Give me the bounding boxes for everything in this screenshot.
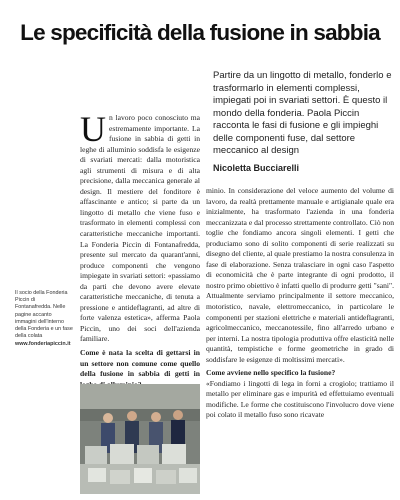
interview-answer-2: «Fondiamo i lingotti di lega in forni a crogiolo; trattiamo il metallo per eliminare gas e impurità ed effettuiamo eventuali modifiche. Le forme che costituiscono l'involucro dove viene poi colato il metallo fuso sono ricavate — [206, 378, 394, 420]
interview-question-1: Come è nata la scelta di gettarsi in un settore non comune come quello della fusione in sabbia di getti in — [80, 348, 200, 379]
body-column-2 — [206, 186, 394, 421]
caption-text: Il socio della Fonderia Piccin di Fontanafredda. Nelle pagine accanto immagini dell'interno della Fonderia e un fase della colata — [15, 290, 73, 340]
continued-paragraph: minio. In considerazione del veloce aumento del volume di lavoro, da realtà prettamente manuale e artigianale quale era inizialmente, ha trasformato l'azienda in una fonderia meccanizzata e dal processo strettamente controllato. Ciò non toglie che fondiamo ancora singoli elementi. I getti che produciamo sono di solito componenti di serie realizzati su disegno del cliente, al quale prestiamo la nostra consulenza in fase di elaborazione. Senza tralasciare in ogni caso l'aspetto di economicità che è parte integrante di ogni prodotto, il nostro primo obiettivo è infatti quello di produrre getti "sani". Attualmente serviamo principalmente il settore meccanico, motoristico, navale, elettromeccanico, in particolare le componenti per stazioni elettriche e materiali antideflagranti, agricolmeccanico, meccanotessile, fino all'arredo urbano e per interni. La nostra tipologia produttiva offre elasticità nelle quantità, tempistiche e forme geometriche in grado di soddisfare le esigenze di moltissimi mercati». — [206, 186, 394, 364]
article-standfirst — [213, 70, 393, 174]
article-title: Le specificità della fusione in sabbia — [20, 20, 380, 45]
photo-caption — [15, 290, 73, 349]
drop-cap: U — [80, 109, 106, 149]
foundry-photo-illustration — [80, 384, 200, 494]
intro-paragraph: n lavoro poco conosciuto ma estremamente importante. La fusione in sabbia di getti in leghe di alluminio soddisfa le esigenze di svariati mercati: dalla motoristica agli strumenti di misura e di alta precisione, dalla meccanica generale al design. Il mestiere del fonditore è affascinante e antico; si parte da un lingotto di metallo che viene fuso e trasformato in elementi complessi con caratteristiche meccaniche importanti. La Fonderia Piccin di Fontanafredda, presente sul mercato da quarant'anni, produce componenti che vengono impiegate in svariati settori: «passiamo da parti che devono avere elevate caratteristiche meccaniche, di tenuta a pressione e antideflagranti, ad altre di forte valenza estetica», afferma Paola Piccin, uno dei soci dell'azienda familiare. — [80, 113, 200, 344]
foundry-photo — [80, 384, 200, 494]
caption-url: www.fonderiapiccin.it — [15, 341, 71, 348]
standfirst-text: Partire da un lingotto di metallo, fonderlo e trasformarlo in elementi complessi, impiegati poi in svariati settori. È questo il mondo della fonderia. Paola Piccin racconta le fasi di fusione e gli impieghi delle componenti fuse, dal settore meccanico al design — [213, 70, 392, 156]
interview-question-2: Come avviene nello specifico la fusione? — [206, 368, 336, 378]
cast-parts-group — [80, 444, 200, 494]
author-byline: Nicoletta Bucciarelli — [213, 162, 300, 173]
